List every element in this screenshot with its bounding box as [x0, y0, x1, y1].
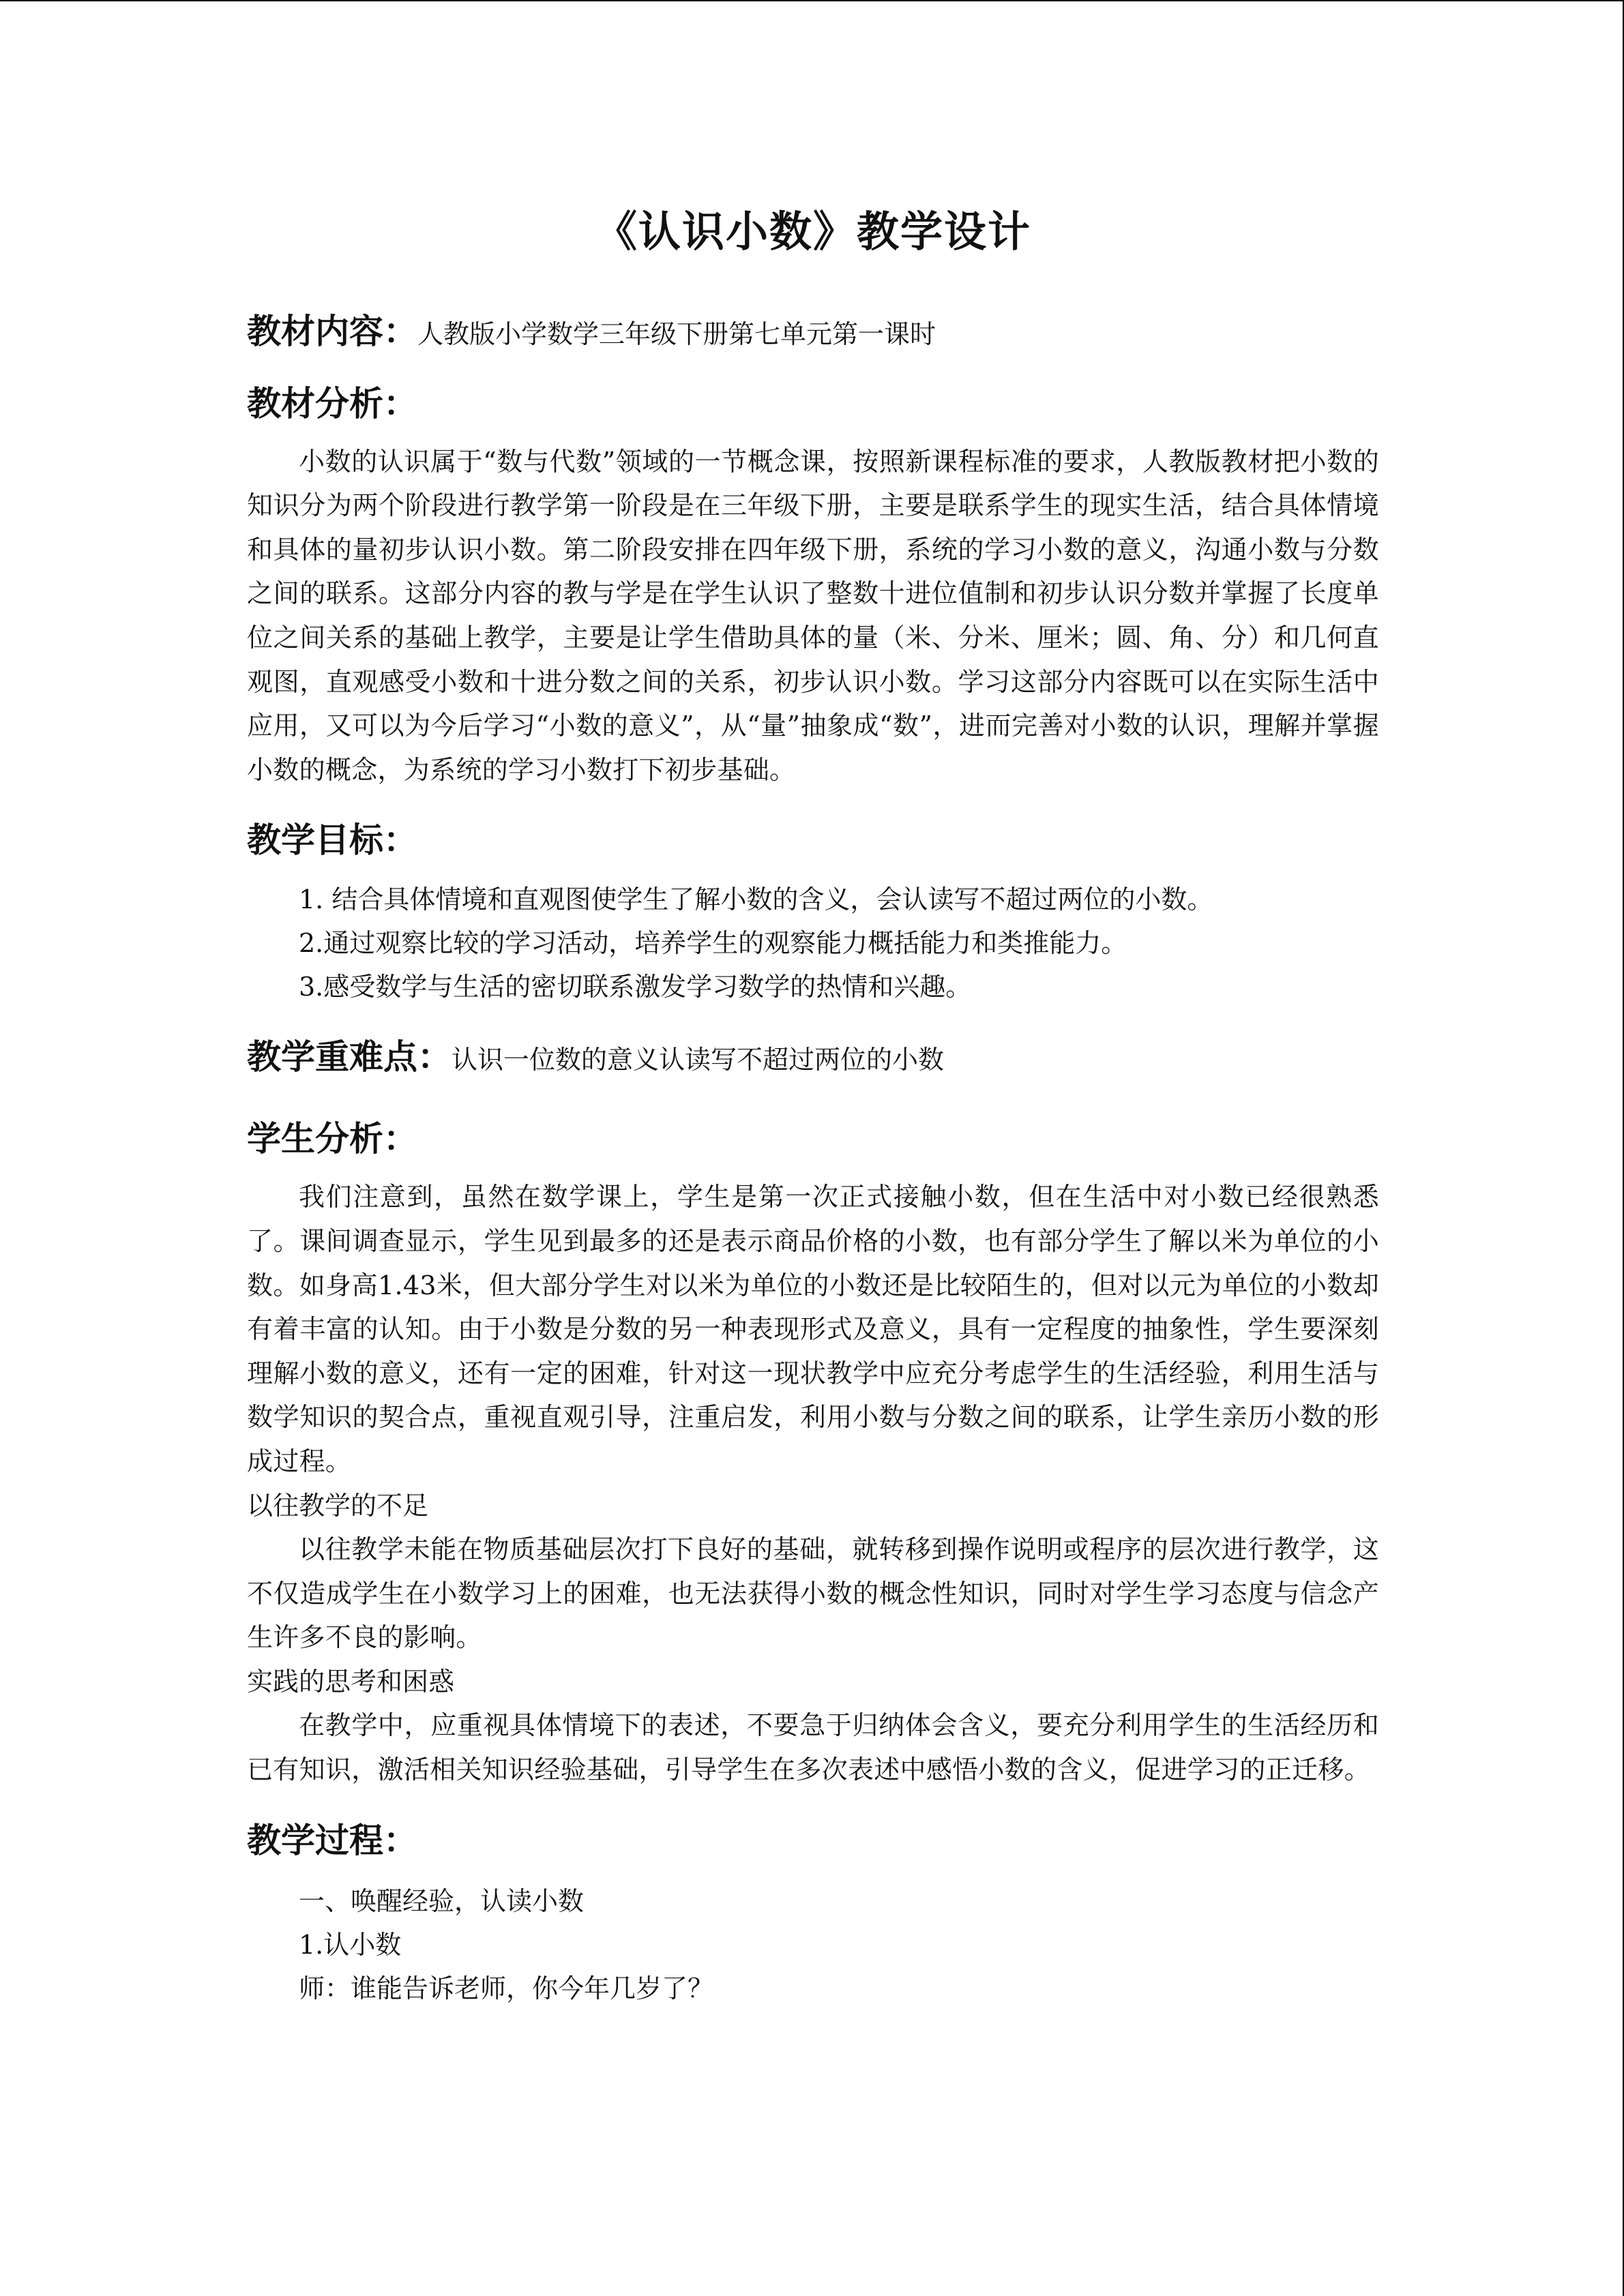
process-line: 一、唤醒经验，认读小数	[299, 1885, 585, 1916]
key-points-text: 认识一位数的意义认读写不超过两位的小数	[452, 1045, 945, 1075]
student-paragraph: 我们注意到，虽然在数学课上，学生是第一次正式接触小数，但在生活中对小数已经很熟悉了。课间调查显示，学生见到最多的还是表示商品价格的小数，也有部分学生了解以米为单位的小数。如身高1.43米，但大部分学生对以米为单位的小数还是比较陌生的，但对以元为单位的小数却有着丰富的认知。由于小数是分数的另一种表现形式及意义，具有一定程度的抽象性，学生要深刻理解小数的意义，还有一定的困难，针对这一现状教学中应充分考虑学生的生活经验，利用生活与数学知识的契合点，重视直观引导，注重启发，利用小数与分数之间的联系，让学生亲历小数的形成过程。	[247, 1182, 1379, 1476]
past-teaching-subtitle: 以往教学的不足	[247, 1490, 429, 1521]
key-points-section	[247, 1033, 1379, 1081]
past-teaching-paragraph: 以往教学未能在物质基础层次打下良好的基础，就转移到操作说明或程序的层次进行教学，这不仅造成学生在小数学习上的困难，也无法获得小数的概念性知识，同时对学生学习态度与信念产生许多不良的影响。	[247, 1534, 1379, 1653]
analysis-section	[247, 380, 1379, 792]
process-line: 师：谁能告诉老师，你今年几岁了？	[299, 1973, 714, 2003]
goal-item: 1. 结合具体情境和直观图使学生了解小数的含义，会认读写不超过两位的小数。	[299, 884, 1213, 915]
student-section	[247, 1115, 1379, 1791]
content-label: 教材内容：	[247, 311, 417, 351]
document-body	[247, 205, 1379, 2010]
practice-subtitle: 实践的思考和困惑	[247, 1666, 455, 1697]
key-points-label: 教学重难点：	[247, 1037, 452, 1077]
goal-item: 2.通过观察比较的学习活动，培养学生的观察能力概括能力和类推能力。	[299, 928, 1127, 959]
goals-list	[247, 878, 1379, 1009]
process-section	[247, 1817, 1379, 2010]
goals-label: 教学目标：	[247, 820, 417, 861]
goals-section	[247, 816, 1379, 1009]
goal-item: 3.感受数学与生活的密切联系激发学习数学的热情和兴趣。	[299, 972, 972, 1002]
document-title: 《认识小数》教学设计	[594, 207, 1031, 256]
process-lines	[247, 1879, 1379, 2010]
content-text: 人教版小学数学三年级下册第七单元第一课时	[417, 318, 936, 349]
analysis-paragraph: 小数的认识属于“数与代数”领域的一节概念课，按照新课程标准的要求，人教版教材把小数的知识分为两个阶段进行教学第一阶段是在三年级下册，主要是联系学生的现实生活，结合具体情境和具体的量初步认识小数。第二阶段安排在四年级下册，系统的学习小数的意义，沟通小数与分数之间的联系。这部分内容的教与学是在学生认识了整数十进位值制和初步认识分数并掌握了长度单位之间关系的基础上教学，主要是让学生借助具体的量（米、分米、厘米；圆、角、分）和几何直观图，直观感受小数和十进分数之间的关系，初步认识小数。学习这部分内容既可以在实际生活中应用，又可以为今后学习“小数的意义”，从“量”抽象成“数”，进而完善对小数的认识，理解并掌握小数的概念，为系统的学习小数打下初步基础。	[247, 446, 1379, 785]
process-label: 教学过程：	[247, 1820, 417, 1860]
practice-paragraph: 在教学中，应重视具体情境下的表述，不要急于归纳体会含义，要充分利用学生的生活经历和已有知识，激活相关知识经验基础，引导学生在多次表述中感悟小数的含义，促进学习的正迁移。	[247, 1710, 1379, 1785]
analysis-label: 教材分析：	[247, 383, 417, 423]
process-line: 1.认小数	[299, 1929, 402, 1960]
content-section	[247, 308, 1379, 355]
student-label: 学生分析：	[247, 1119, 417, 1159]
